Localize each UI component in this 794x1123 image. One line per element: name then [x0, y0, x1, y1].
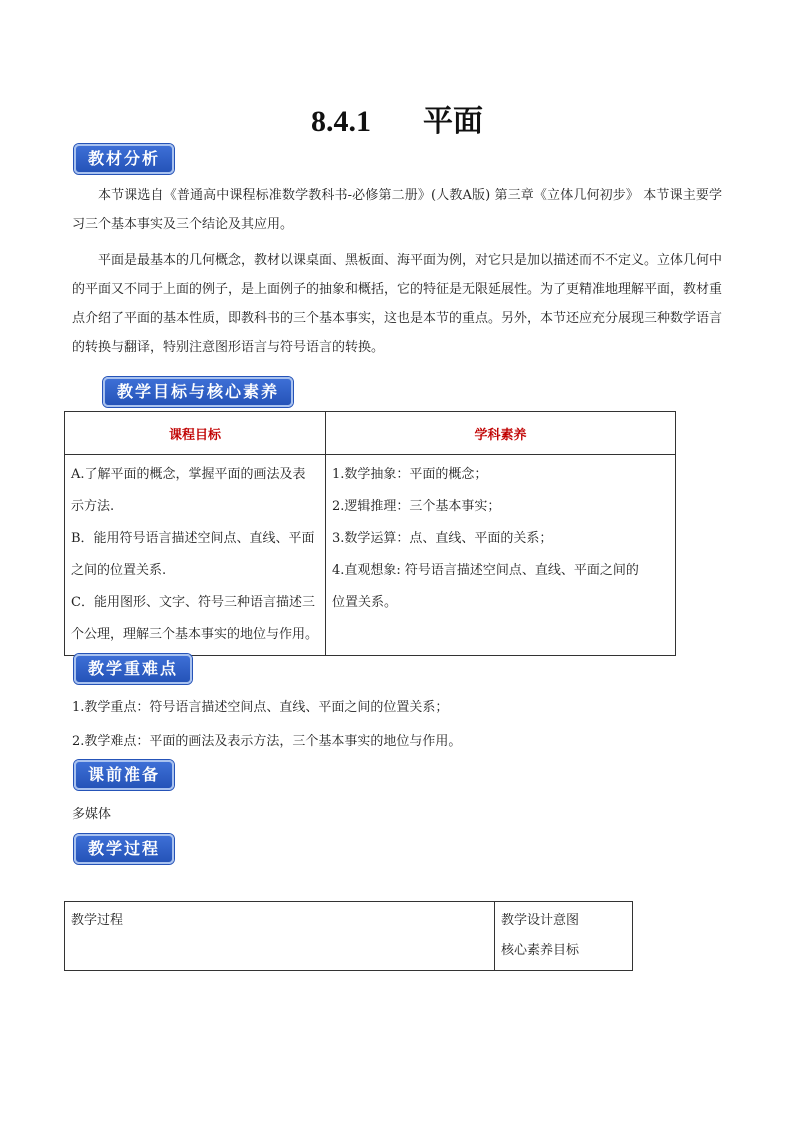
badge-keypoints: 教学重难点 [74, 654, 192, 684]
badge-analysis: 教材分析 [74, 144, 174, 174]
preparation-text: 多媒体 [72, 807, 112, 822]
analysis-paragraph-1: 本节课选自《普通高中课程标准数学教科书-必修第二册》(人教A版) 第三章《立体几何初步》 本节课主要学习三个基本事实及三个结论及其应用。 [72, 188, 722, 232]
goal-line: A.了解平面的概念，掌握平面的画法及表 [71, 467, 306, 482]
section-title: 平面 [423, 105, 483, 138]
core-literacy-cell [326, 455, 676, 656]
literacy-line: 位置关系。 [332, 595, 398, 610]
literacy-line: 4.直观想象: 符号语言描述空间点、直线、平面之间的 [332, 563, 639, 578]
badge-process: 教学过程 [74, 834, 174, 864]
process-table [64, 901, 633, 971]
analysis-paragraph-2: 平面是最基本的几何概念，教材以课桌面、黑板面、海平面为例，对它只是加以描述而不不定义。立体几何中的平面又不同于上面的例子，是上面例子的抽象和概括，它的特征是无限延展性。为了更精准地理解平面，教材重点介绍了平面的基本性质，即教科书的三个基本事实，这也是本节的重点。另外，本节还应充分展现三种数学语言的转换与翻译，特别注意图形语言与符号语言的转换。 [72, 253, 723, 355]
process-cell: 教学过程 [65, 902, 495, 971]
design-intent-cell [495, 902, 633, 971]
design-intent-line: 核心素养目标 [501, 943, 580, 958]
header-core-literacy: 学科素养 [326, 412, 676, 455]
literacy-line: 3.数学运算：点、直线、平面的关系； [332, 531, 553, 546]
goal-line: 个公理，理解三个基本事实的地位与作用。 [71, 627, 319, 642]
literacy-line: 2.逻辑推理：三个基本事实； [332, 499, 501, 514]
keypoint-line: 1.教学重点：符号语言描述空间点、直线、平面之间的位置关系； [72, 700, 449, 715]
goal-line: C．能用图形、文字、符号三种语言描述三 [71, 595, 315, 610]
course-goals-cell [65, 455, 326, 656]
literacy-line: 1.数学抽象：平面的概念； [332, 467, 488, 482]
objectives-table [64, 411, 676, 656]
badge-objectives: 教学目标与核心素养 [103, 377, 293, 407]
goal-line: 示方法. [71, 499, 115, 514]
badge-preparation: 课前准备 [74, 760, 174, 790]
goal-line: B．能用符号语言描述空间点、直线、平面 [71, 531, 315, 546]
section-number: 8.4.1 [311, 105, 371, 138]
goal-line: 之间的位置关系. [71, 563, 167, 578]
design-intent-line: 教学设计意图 [501, 913, 580, 928]
keypoint-line: 2.教学难点：平面的画法及表示方法，三个基本事实的地位与作用。 [72, 734, 462, 749]
header-course-goals: 课程目标 [65, 412, 326, 455]
page-title [0, 96, 794, 140]
